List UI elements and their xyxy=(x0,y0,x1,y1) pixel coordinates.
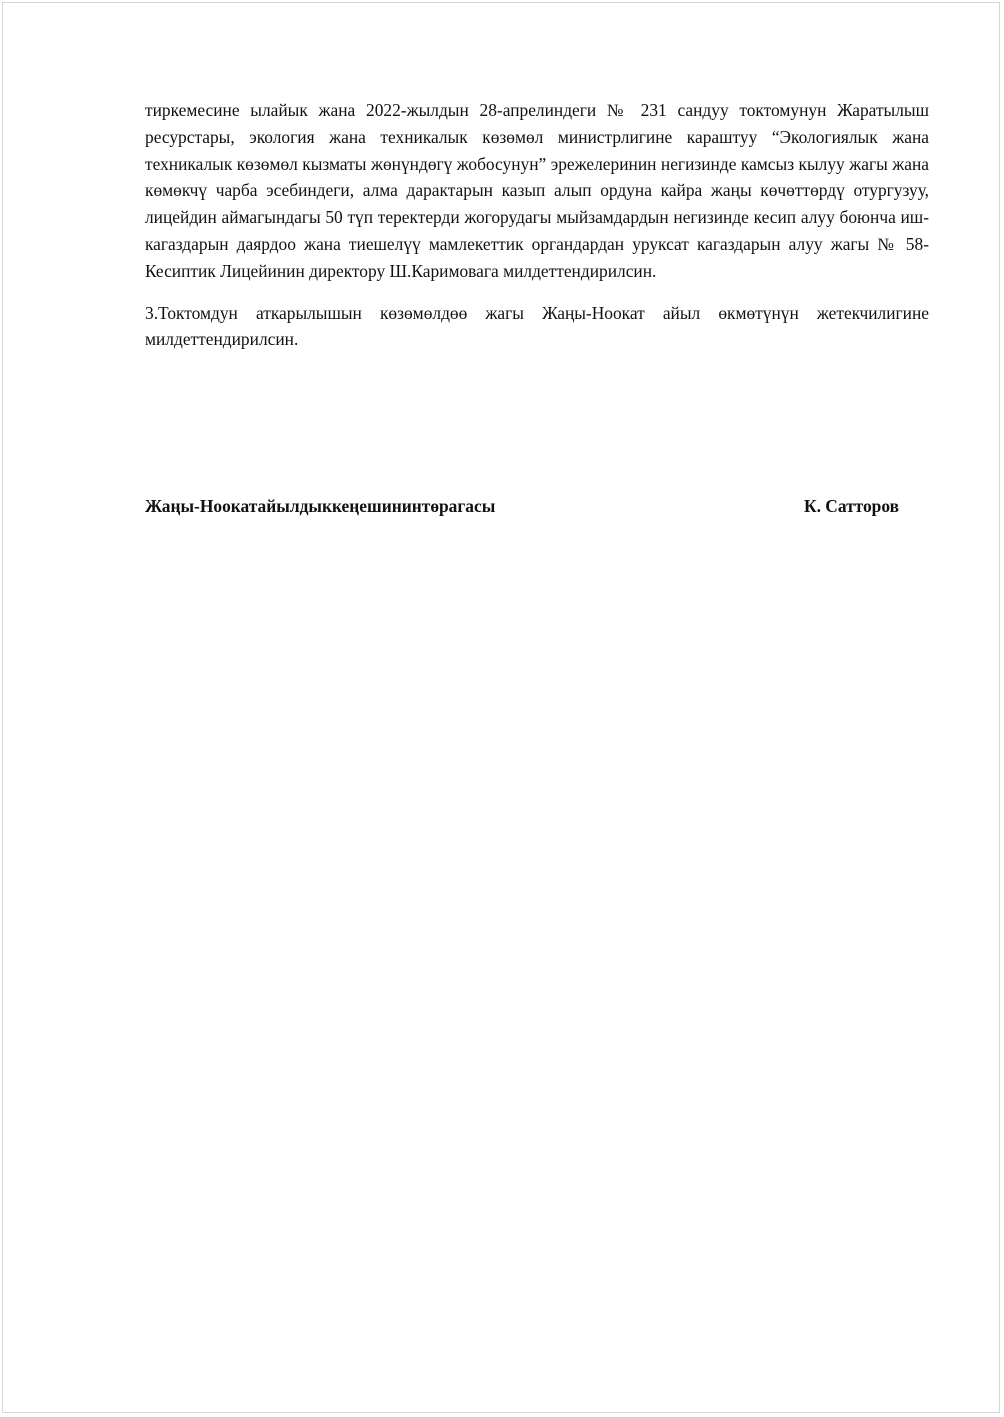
paragraph-continuation: тиркемесине ылайык жана 2022-жылдын 28-апрелиндеги № 231 сандуу токтомунун Жаратылыш ресурстары, экология жана техникалык көзөмөл министрлигине караштуу “Экологиялык жана техникалык көзөмөл кызматы жөнүндөгү жобосунун” эрежелеринин негизинде камсыз кылуу жагы жана көмөкчү чарба эсебиндеги, алма дарактарын казып алып ордуна кайра жаңы көчөттөрдү отургузуу, лицейдин аймагындагы 50 түп теректерди жогорудагы мыйзамдардын негизинде кесип алуу боюнча иш-кагаздарын даярдоо жана тиешелүү мамлекеттик органдардан уруксат кагаздарын алуу жагы № 58-Кесиптик Лицейинин директору Ш.Каримовага милдеттендирилсин. xyxy=(145,100,929,281)
document-body xyxy=(145,97,929,353)
signature-block xyxy=(145,496,899,520)
paragraph-item-3: 3.Токтомдун аткарылышын көзөмөлдөө жагы Жаңы-Ноокат айыл өкмөтүнүн жетекчилигине милдеттендирилсин. xyxy=(145,302,929,350)
signatory-name: К. Сатторов xyxy=(804,496,899,516)
signatory-title: Жаңы-Ноокатайылдыккеңешининтөрагасы xyxy=(145,496,496,516)
